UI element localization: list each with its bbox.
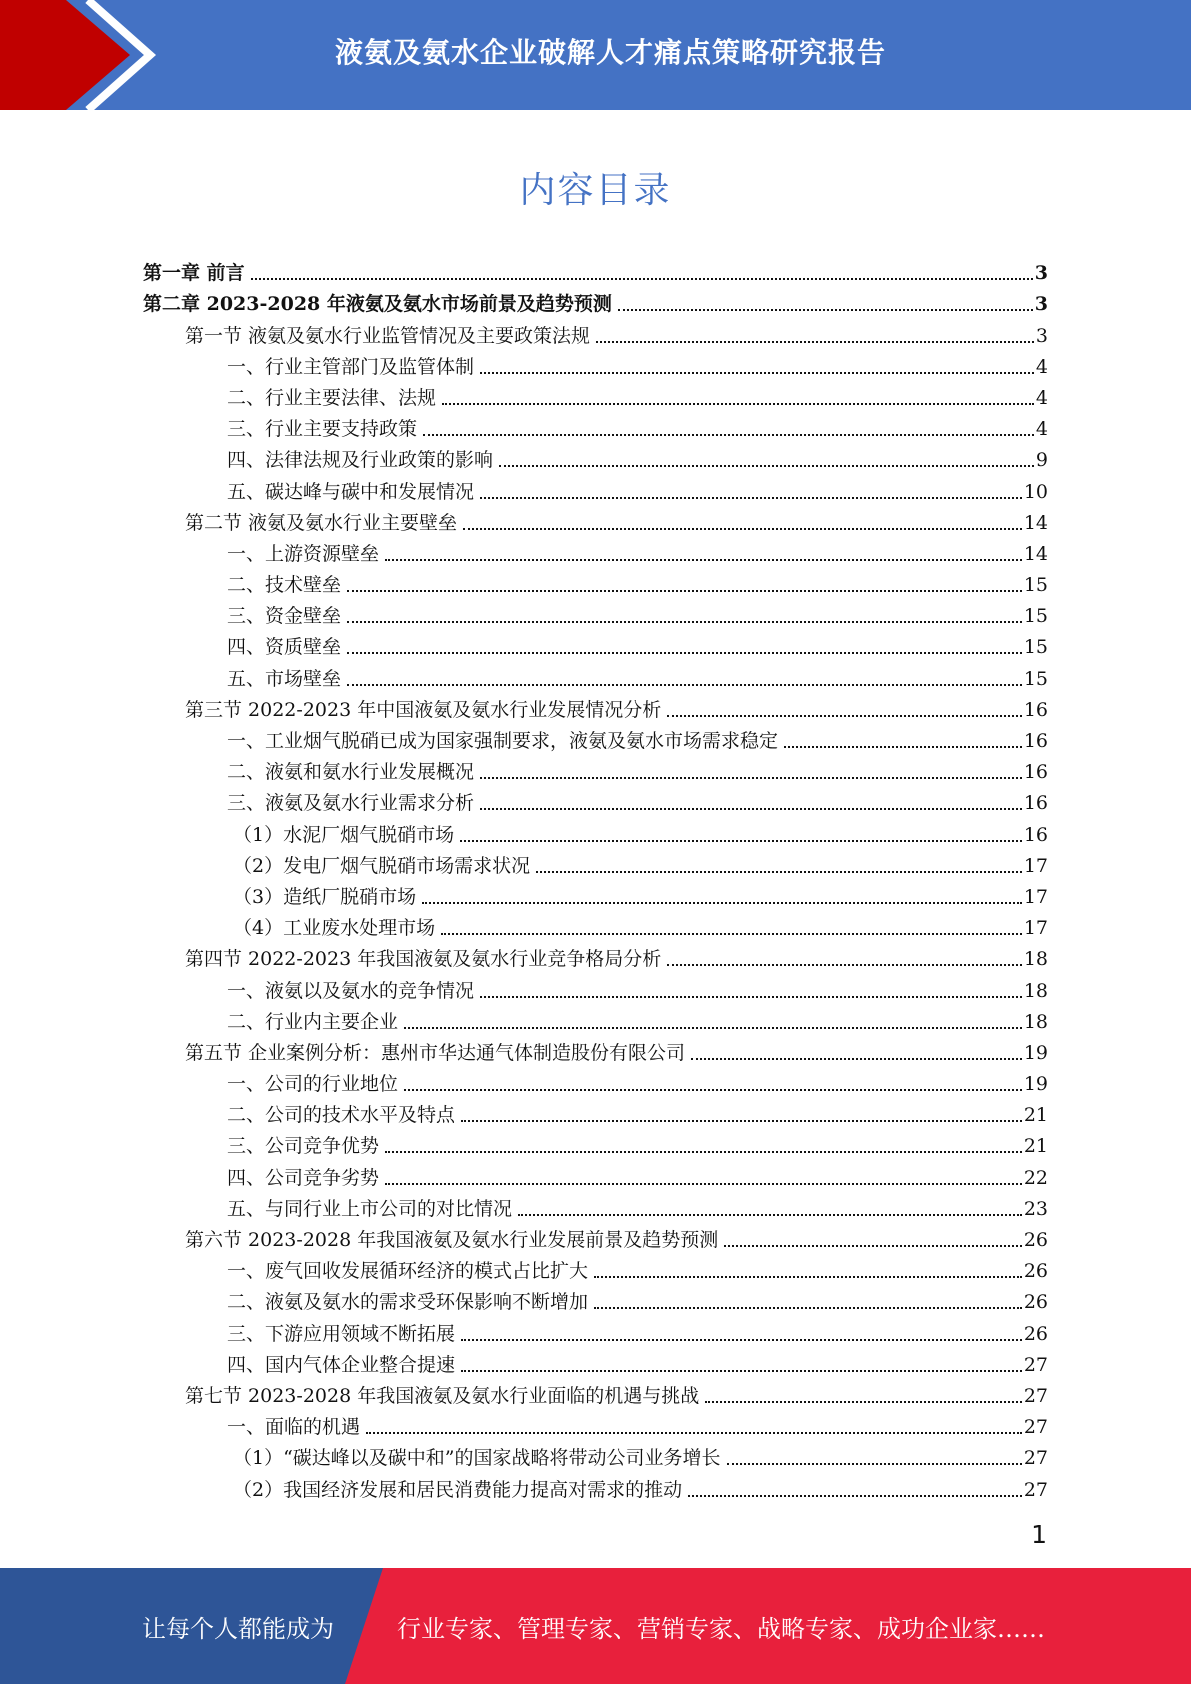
toc-entry[interactable]	[143, 659, 1048, 690]
toc-entry[interactable]	[143, 753, 1048, 784]
toc-entry-title: （2）发电厂烟气脱硝市场需求状况	[233, 854, 531, 877]
toc-entry[interactable]	[143, 1065, 1048, 1096]
toc-entry-title: 一、废气回收发展循环经济的模式占比扩大	[227, 1260, 589, 1283]
toc-entry[interactable]	[143, 441, 1048, 472]
toc-dot-leader	[518, 1214, 1022, 1216]
toc-dot-leader	[251, 278, 1033, 280]
toc-entry[interactable]	[143, 1127, 1048, 1158]
toc-entry[interactable]	[143, 1252, 1048, 1283]
toc-entry-title: 一、工业烟气脱硝已成为国家强制要求，液氨及氨水市场需求稳定	[227, 730, 779, 752]
toc-entry[interactable]	[143, 878, 1048, 909]
toc-dot-leader	[366, 1432, 1022, 1434]
toc-entry-title: 一、面临的机遇	[227, 1416, 361, 1439]
toc-entry-page: 15	[1023, 574, 1048, 597]
toc-dot-leader	[422, 902, 1022, 904]
toc-entry-title: 第七节 2023-2028 年我国液氨及氨水行业面临的机遇与挑战	[185, 1384, 700, 1407]
toc-entry-page: 19	[1023, 1041, 1048, 1064]
toc-entry-title: 第五节 企业案例分析：惠州市华达通气体制造股份有限公司	[185, 1041, 686, 1064]
toc-dot-leader	[347, 684, 1022, 686]
toc-entry-page: 16	[1023, 761, 1048, 784]
toc-entry-page: 3	[1034, 293, 1048, 316]
toc-entry-title: 二、液氨及氨水的需求受环保影响不断增加	[227, 1291, 589, 1314]
toc-dot-leader	[594, 1276, 1022, 1278]
toc-entry[interactable]	[143, 566, 1048, 597]
footer-slogan-right: 行业专家、管理专家、营销专家、战略专家、成功企业家……	[397, 1614, 1045, 1643]
toc-entry-title: 四、公司竞争劣势	[227, 1166, 380, 1189]
toc-entry-title: 三、资金壁垒	[227, 605, 342, 628]
toc-entry[interactable]	[143, 535, 1048, 566]
toc-entry[interactable]	[143, 1158, 1048, 1189]
toc-entry-title: 二、技术壁垒	[227, 574, 342, 597]
report-title: 液氨及氨水企业破解人才痛点策略研究报告	[334, 36, 886, 69]
toc-entry-title: 第二节 液氨及氨水行业主要壁垒	[185, 511, 458, 534]
toc-entry-page: 4	[1035, 355, 1048, 378]
toc-entry[interactable]	[143, 1346, 1048, 1377]
toc-entry-title: （1）“碳达峰以及碳中和”的国家战略将带动公司业务增长	[233, 1447, 721, 1470]
toc-entry-title: 三、行业主要支持政策	[227, 418, 418, 441]
toc-entry-title: 三、公司竞争优势	[227, 1135, 380, 1158]
toc-entry[interactable]	[143, 504, 1048, 535]
page-number: 1	[1031, 1520, 1047, 1549]
toc-entry-page: 27	[1023, 1478, 1048, 1501]
toc-entry-title: 一、液氨以及氨水的竞争情况	[227, 979, 475, 1002]
toc-entry-title: 二、行业内主要企业	[227, 1010, 399, 1033]
toc-entry-title: 一、上游资源壁垒	[227, 542, 380, 565]
toc-dot-leader	[441, 933, 1022, 935]
toc-dot-leader	[385, 559, 1022, 561]
toc-entry-title: 第一章 前言	[143, 262, 245, 285]
toc-entry[interactable]	[143, 1096, 1048, 1127]
toc-entry-title: 二、液氨和氨水行业发展概况	[227, 761, 475, 784]
toc-entry[interactable]	[143, 1003, 1048, 1034]
toc-list	[143, 254, 1048, 1502]
toc-entry-page: 21	[1023, 1135, 1048, 1158]
toc-entry-page: 18	[1023, 1010, 1048, 1033]
toc-entry[interactable]	[143, 1283, 1048, 1314]
toc-entry-title: 一、公司的行业地位	[227, 1073, 399, 1096]
toc-entry-page: 10	[1023, 480, 1048, 503]
toc-title: 内容目录	[519, 170, 672, 211]
toc-dot-leader	[705, 1401, 1022, 1403]
footer-slogan-left: 让每个人都能成为	[142, 1614, 334, 1643]
toc-entry-page: 15	[1023, 636, 1048, 659]
toc-entry-page: 26	[1023, 1229, 1048, 1251]
toc-entry-page: 27	[1023, 1416, 1048, 1439]
toc-dot-leader	[404, 1027, 1022, 1029]
toc-entry-page: 14	[1023, 511, 1048, 534]
toc-dot-leader	[784, 746, 1022, 748]
toc-entry[interactable]	[143, 784, 1048, 815]
toc-dot-leader	[618, 309, 1033, 311]
toc-entry[interactable]	[143, 722, 1048, 753]
toc-dot-leader	[385, 1183, 1022, 1185]
toc-dot-leader	[667, 715, 1022, 717]
toc-entry[interactable]	[143, 940, 1048, 971]
toc-entry-page: 26	[1023, 1291, 1048, 1314]
toc-entry[interactable]	[143, 348, 1048, 379]
toc-dot-leader	[480, 777, 1022, 779]
toc-entry-page: 18	[1023, 979, 1048, 1002]
toc-dot-leader	[463, 528, 1022, 530]
toc-entry[interactable]	[143, 472, 1048, 503]
toc-entry-title: （2）我国经济发展和居民消费能力提高对需求的推动	[233, 1478, 683, 1501]
toc-dot-leader	[596, 341, 1034, 343]
toc-dot-leader	[688, 1495, 1022, 1497]
toc-dot-leader	[442, 403, 1034, 405]
toc-entry-page: 17	[1023, 917, 1048, 940]
toc-entry[interactable]	[143, 909, 1048, 940]
toc-dot-leader	[667, 964, 1022, 966]
toc-dot-leader	[461, 1339, 1022, 1341]
toc-entry-title: 三、液氨及氨水行业需求分析	[227, 792, 475, 815]
toc-entry-page: 23	[1023, 1197, 1048, 1220]
toc-entry-title: 一、行业主管部门及监管体制	[227, 355, 475, 378]
toc-entry-page: 16	[1023, 792, 1048, 815]
toc-entry-title: （4）工业废水处理市场	[233, 917, 436, 940]
toc-entry-title: 五、市场壁垒	[227, 667, 342, 690]
toc-entry-title: 第三节 2022-2023 年中国液氨及氨水行业发展情况分析	[185, 698, 662, 721]
toc-dot-leader	[727, 1463, 1022, 1465]
toc-entry-page: 4	[1035, 386, 1048, 409]
toc-entry-page: 26	[1023, 1322, 1048, 1345]
toc-entry[interactable]	[143, 691, 1048, 722]
toc-entry[interactable]	[143, 285, 1048, 316]
toc-entry-title: （3）造纸厂脱硝市场	[233, 885, 417, 908]
toc-entry[interactable]	[143, 254, 1048, 285]
toc-entry[interactable]	[143, 1221, 1048, 1252]
header-banner	[0, 0, 1191, 110]
toc-entry[interactable]	[143, 1314, 1048, 1345]
toc-entry-page: 16	[1023, 730, 1048, 752]
toc-entry-page: 17	[1023, 885, 1048, 908]
footer-banner	[0, 1568, 1191, 1684]
toc-entry-title: 第六节 2023-2028 年我国液氨及氨水行业发展前景及趋势预测	[185, 1229, 719, 1251]
toc-entry[interactable]	[143, 316, 1048, 347]
toc-entry[interactable]	[143, 597, 1048, 628]
toc-entry-page: 14	[1023, 542, 1048, 565]
toc-entry[interactable]	[143, 1470, 1048, 1501]
toc-entry-page: 16	[1023, 823, 1048, 846]
toc-entry-page: 15	[1023, 605, 1048, 628]
toc-entry-page: 3	[1034, 262, 1048, 285]
toc-entry-page: 27	[1023, 1353, 1048, 1376]
toc-entry-title: 第四节 2022-2023 年我国液氨及氨水行业竞争格局分析	[185, 948, 662, 971]
toc-entry-page: 16	[1023, 698, 1048, 721]
toc-entry-page: 27	[1023, 1447, 1048, 1470]
toc-entry[interactable]	[143, 1190, 1048, 1221]
toc-entry-page: 26	[1023, 1260, 1048, 1283]
toc-dot-leader	[423, 434, 1034, 436]
toc-entry[interactable]	[143, 815, 1048, 846]
toc-entry-page: 19	[1023, 1073, 1048, 1096]
toc-dot-leader	[461, 1370, 1022, 1372]
toc-entry-page: 21	[1023, 1104, 1048, 1127]
toc-dot-leader	[347, 621, 1022, 623]
toc-entry-title: 四、国内气体企业整合提速	[227, 1353, 456, 1376]
toc-entry-page: 3	[1035, 324, 1048, 347]
toc-entry-title: 五、碳达峰与碳中和发展情况	[227, 480, 475, 503]
toc-entry[interactable]	[143, 1439, 1048, 1470]
toc-entry[interactable]	[143, 1377, 1048, 1408]
toc-dot-leader	[385, 1151, 1022, 1153]
toc-dot-leader	[480, 808, 1022, 810]
toc-entry-title: 四、资质壁垒	[227, 636, 342, 659]
toc-entry-title: 三、下游应用领域不断拓展	[227, 1322, 456, 1345]
toc-entry[interactable]	[143, 628, 1048, 659]
toc-entry[interactable]	[143, 847, 1048, 878]
toc-dot-leader	[347, 652, 1022, 654]
toc-dot-leader	[594, 1307, 1022, 1309]
toc-entry-title: 第一节 液氨及氨水行业监管情况及主要政策法规	[185, 324, 591, 347]
toc-dot-leader	[480, 996, 1022, 998]
toc-entry-page: 22	[1023, 1166, 1048, 1189]
toc-entry-page: 27	[1023, 1384, 1048, 1407]
toc-dot-leader	[499, 465, 1034, 467]
toc-entry-title: 四、法律法规及行业政策的影响	[227, 449, 494, 472]
toc-dot-leader	[480, 497, 1022, 499]
toc-entry[interactable]	[143, 379, 1048, 410]
toc-dot-leader	[347, 590, 1022, 592]
toc-dot-leader	[691, 1058, 1022, 1060]
toc-dot-leader	[404, 1089, 1022, 1091]
toc-dot-leader	[460, 840, 1022, 842]
toc-dot-leader	[536, 871, 1022, 873]
toc-entry-page: 4	[1035, 418, 1048, 441]
toc-entry-title: 二、公司的技术水平及特点	[227, 1104, 456, 1127]
toc-entry[interactable]	[143, 1408, 1048, 1439]
toc-entry-page: 15	[1023, 667, 1048, 690]
toc-entry-page: 18	[1023, 948, 1048, 971]
toc-entry[interactable]	[143, 1034, 1048, 1065]
toc-entry-title: 第二章 2023-2028 年液氨及氨水市场前景及趋势预测	[143, 293, 612, 316]
toc-entry-title: 二、行业主要法律、法规	[227, 386, 437, 409]
toc-entry[interactable]	[143, 971, 1048, 1002]
toc-entry[interactable]	[143, 410, 1048, 441]
toc-entry-page: 17	[1023, 854, 1048, 877]
toc-dot-leader	[461, 1120, 1022, 1122]
toc-entry-title: （1）水泥厂烟气脱硝市场	[233, 823, 455, 846]
toc-entry-title: 五、与同行业上市公司的对比情况	[227, 1197, 513, 1220]
toc-dot-leader	[480, 372, 1034, 374]
toc-entry-page: 9	[1035, 449, 1048, 472]
toc-dot-leader	[724, 1245, 1022, 1247]
